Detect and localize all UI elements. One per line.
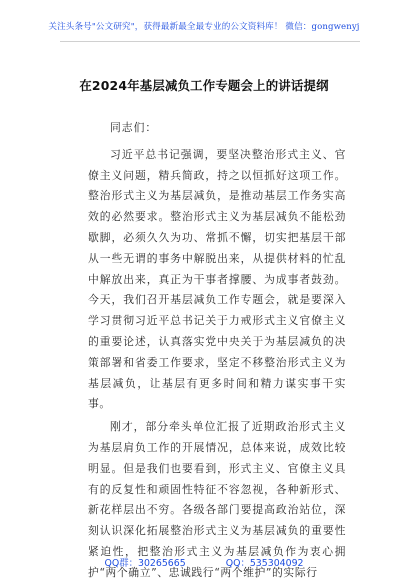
footer-contact (0, 555, 408, 569)
document-body (88, 118, 346, 586)
header-divider (60, 41, 360, 42)
header-banner: 关注头条号"公文研究"，获得最新最全最专业的公文资料库！ 微信：gongwenyj (48, 22, 360, 32)
salutation: 同志们： (110, 121, 158, 134)
paragraph-1: 习近平总书记强调，要坚决整治形式主义、官僚主义问题，精兵简政，持之以恒抓好这项工作。整治形式主义为基层减负，是推动基层工作务实高效的必然要求。整治形式主义为基层减负不能松劲歇脚，必须久久为功、常抓不懈，切实把基层干部从一些无谓的事务中解脱出来，从提供材料的忙乱中解放出来，真正为干事者撑腰、为成事者鼓劲。今天，我们召开基层减负工作专题会，就是要深入学习贯彻习近平总书记关于力戒形式主义官僚主义的重要论述，认真落实党中央关于为基层减负的决策部署和省委工作要求，坚定不移整治形式主义为基层减负，让基层有更多时间和精力谋实事干实事。 (88, 147, 346, 411)
paragraph-2: 刚才，部分牵头单位汇报了近期政治形式主义为基层肩负工作的开展情况，总体来说，成效比较明显。但是我们也要看到，形式主义、官僚主义具有的反复性和顽固性特征不容忽视，各种新形式、新花样层出不穷。各级各部门要提高政治站位，深刻认识深化拓展整治形式主义为基层减负的重要性紧迫性，把整治形式主义为基层减负作为衷心拥护“两个确立”、忠诚践行“两个维护”的实际行 (88, 420, 346, 579)
document-title: 在2024年基层减负工作专题会上的讲话提纲 (79, 78, 329, 93)
qq-number: QQ：535304092 (225, 558, 304, 569)
qq-group-number: QQ群：30265665 (104, 558, 186, 569)
